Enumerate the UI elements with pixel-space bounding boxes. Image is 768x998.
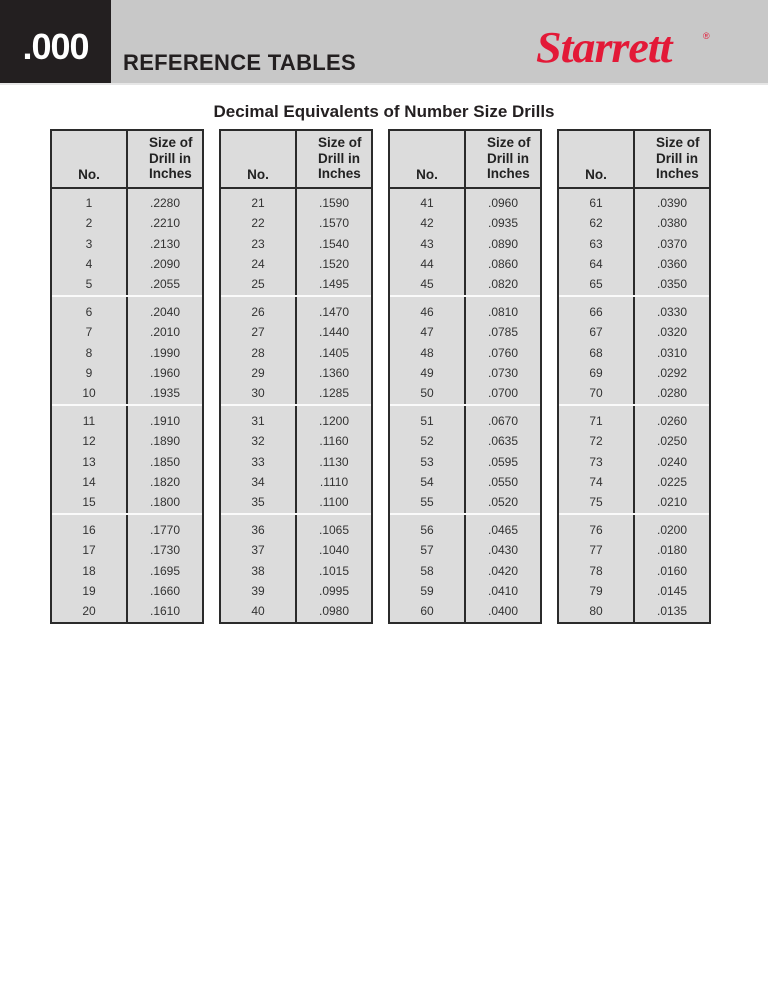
table-row: [221, 452, 371, 472]
drill-number: 27: [251, 325, 265, 340]
group-separator: [221, 295, 371, 297]
table-row: [559, 234, 709, 254]
drill-number: 55: [420, 495, 434, 510]
table-row: [52, 472, 202, 492]
table-row: [221, 431, 371, 451]
table-row: [221, 540, 371, 560]
drill-size: .1440: [318, 325, 350, 340]
group-separator: [221, 404, 371, 406]
drill-size: .1110: [319, 474, 349, 489]
group-separator: [52, 295, 202, 297]
column-header-size-line2: Drill in: [656, 150, 699, 166]
page-header: [0, 0, 768, 83]
drill-number: 75: [589, 495, 603, 510]
drill-size: .1360: [318, 365, 350, 380]
table-row: [559, 274, 709, 294]
table-row: [52, 561, 202, 581]
drill-size: .1990: [149, 345, 181, 360]
drill-size: .0550: [487, 474, 519, 489]
drill-size: .0935: [487, 216, 519, 231]
table-row: [52, 492, 202, 512]
column-header-size: [487, 135, 547, 182]
drill-size: .0730: [487, 365, 519, 380]
drill-size: .0465: [487, 523, 519, 537]
column-header-size-line2: Drill in: [149, 150, 192, 166]
table-row: [390, 561, 540, 581]
drill-number: 1: [85, 196, 93, 210]
group-separator: [390, 513, 540, 515]
drill-number: 12: [82, 434, 96, 449]
column-header-size-line1: Size of: [149, 135, 193, 150]
drill-number: 20: [82, 604, 96, 619]
drill-size: .0820: [487, 277, 519, 292]
drill-size: .0225: [656, 474, 688, 489]
table-row: [52, 274, 202, 294]
table-row: [52, 234, 202, 254]
drill-number: 34: [251, 474, 265, 489]
drill-number: 31: [251, 414, 265, 428]
header-divider-line: [221, 187, 371, 189]
table-row: [52, 193, 202, 213]
group-separator: [390, 404, 540, 406]
column-header-size-line2: Drill in: [318, 150, 361, 166]
table-row: [221, 601, 371, 621]
table-title: Decimal Equivalents of Number Size Drills: [213, 102, 555, 121]
drill-size: .2040: [149, 305, 181, 319]
drill-number: 33: [251, 454, 265, 469]
table-row: [221, 213, 371, 233]
table-row: [221, 254, 371, 274]
drill-size: .0160: [656, 563, 688, 578]
drill-number: 24: [251, 256, 265, 271]
drill-number: 57: [420, 543, 434, 558]
column-header-size-line3: Inches: [487, 166, 530, 181]
drill-size: .0250: [656, 434, 688, 449]
drill-number: 11: [82, 414, 96, 428]
drill-number: 32: [251, 434, 265, 449]
group-separator: [559, 404, 709, 406]
drill-number: 9: [85, 365, 93, 380]
table-row: [221, 581, 371, 601]
drill-size: .1890: [149, 434, 181, 449]
table-row: [221, 193, 371, 213]
drill-size: .1065: [318, 523, 350, 537]
table-row: [390, 213, 540, 233]
table-row: [390, 343, 540, 363]
drill-number: 19: [82, 583, 96, 598]
drill-number: 79: [589, 583, 603, 598]
drill-size: .0370: [656, 236, 688, 251]
drill-size: .1935: [149, 386, 181, 401]
table-row: [390, 581, 540, 601]
drill-size: .1660: [149, 583, 181, 598]
column-header-no: No.: [416, 167, 438, 182]
drill-size: .1910: [149, 414, 181, 428]
drill-number: 4: [85, 256, 93, 271]
drill-size: .1520: [318, 256, 350, 271]
column-header-size: [149, 135, 209, 182]
table-row: [559, 561, 709, 581]
table-row: [390, 274, 540, 294]
column-header-size-line1: Size of: [487, 135, 531, 150]
drill-number: 47: [420, 325, 434, 340]
group-separator: [221, 513, 371, 515]
drill-size: .0810: [487, 305, 519, 319]
drill-table-2: [219, 129, 373, 624]
drill-number: 59: [420, 583, 434, 598]
drill-number: 38: [251, 563, 265, 578]
drill-size: .1015: [318, 563, 350, 578]
table-row: [390, 383, 540, 403]
drill-number: 76: [589, 523, 603, 537]
header-divider-line: [559, 187, 709, 189]
drill-number: 36: [251, 523, 265, 537]
drill-number: 18: [82, 563, 96, 578]
group-separator: [52, 404, 202, 406]
drill-size: .1820: [149, 474, 181, 489]
table-row: [390, 193, 540, 213]
table-row: [390, 234, 540, 254]
table-row: [221, 343, 371, 363]
starrett-logo: Starrett: [536, 23, 672, 72]
drill-number: 21: [251, 196, 265, 210]
table-row: [559, 411, 709, 431]
drill-size: .1540: [318, 236, 350, 251]
column-header-no: No.: [585, 167, 607, 182]
drill-size: .1040: [318, 543, 350, 558]
group-separator: [559, 295, 709, 297]
drill-size: .0320: [656, 325, 688, 340]
group-separator: [52, 513, 202, 515]
section-number-box: [0, 0, 111, 83]
drill-number: 54: [420, 474, 434, 489]
drill-number: 2: [85, 216, 93, 231]
table-row: [559, 581, 709, 601]
drill-number: 17: [82, 543, 96, 558]
drill-size: .0760: [487, 345, 519, 360]
drill-number: 70: [589, 386, 603, 401]
table-row: [559, 452, 709, 472]
table-row: [390, 452, 540, 472]
drill-size: .0635: [487, 434, 519, 449]
drill-size: .0890: [487, 236, 519, 251]
drill-number: 6: [85, 305, 93, 319]
drill-size: .1960: [149, 365, 181, 380]
table-row: [221, 492, 371, 512]
drill-number: 61: [589, 196, 603, 210]
drill-size: .0180: [656, 543, 688, 558]
drill-number: 45: [420, 277, 434, 292]
drill-number: 51: [420, 414, 434, 428]
table-row: [221, 302, 371, 322]
header-divider: [0, 83, 768, 85]
drill-size: .2210: [149, 216, 181, 231]
drill-number: 52: [420, 434, 434, 449]
table-row: [221, 520, 371, 540]
table-row: [559, 254, 709, 274]
drill-size: .0400: [487, 604, 519, 619]
drill-table-3: [388, 129, 542, 624]
table-row: [52, 601, 202, 621]
drill-number: 77: [589, 543, 603, 558]
table-row: [221, 383, 371, 403]
drill-table-4: [557, 129, 711, 624]
drill-size: .2130: [149, 236, 181, 251]
table-row: [559, 431, 709, 451]
drill-size: .0310: [656, 345, 688, 360]
table-row: [52, 213, 202, 233]
table-row: [559, 492, 709, 512]
drill-number: 7: [85, 325, 93, 340]
drill-size: .1695: [149, 563, 181, 578]
drill-size: .1405: [318, 345, 350, 360]
table-row: [559, 213, 709, 233]
table-row: [52, 520, 202, 540]
table-row: [390, 411, 540, 431]
drill-size: .1160: [319, 434, 349, 449]
drill-size: .0360: [656, 256, 688, 271]
table-row: [559, 343, 709, 363]
drill-number: 41: [420, 196, 434, 210]
drill-size: .1570: [318, 216, 350, 231]
drill-number: 69: [589, 365, 603, 380]
header-divider-line: [52, 187, 202, 189]
table-row: [52, 322, 202, 342]
table-row: [390, 322, 540, 342]
table-row: [52, 540, 202, 560]
drill-size: .0670: [487, 414, 519, 428]
drill-size: .2055: [149, 277, 181, 292]
column-header-no: No.: [78, 167, 100, 182]
group-separator: [390, 295, 540, 297]
drill-size: .0350: [656, 277, 688, 292]
drill-number: 66: [589, 305, 603, 319]
drill-size: .0200: [656, 523, 688, 537]
drill-number: 3: [85, 236, 93, 251]
drill-number: 35: [251, 495, 265, 510]
drill-number: 39: [251, 583, 265, 598]
table-row: [390, 492, 540, 512]
drill-size: .1100: [319, 495, 349, 510]
table-row: [52, 383, 202, 403]
drill-number: 5: [85, 277, 93, 292]
drill-number: 49: [420, 365, 434, 380]
drill-size: .0292: [656, 365, 688, 380]
column-header-size: [318, 135, 378, 182]
drill-size: .0410: [487, 583, 519, 598]
drill-size: .1610: [149, 604, 181, 619]
drill-number: 25: [251, 277, 265, 292]
table-row: [559, 540, 709, 560]
drill-number: 26: [251, 305, 265, 319]
drill-size: .0520: [487, 495, 519, 510]
column-header-size-line3: Inches: [656, 166, 699, 181]
drill-size: .0260: [656, 414, 688, 428]
table-row: [559, 520, 709, 540]
drill-size: .0995: [318, 583, 350, 598]
table-row: [390, 431, 540, 451]
drill-number: 14: [82, 474, 96, 489]
drill-size: .0390: [656, 196, 688, 210]
drill-number: 62: [589, 216, 603, 231]
drill-size: .0380: [656, 216, 688, 231]
section-title: REFERENCE TABLES: [123, 50, 356, 75]
table-row: [390, 520, 540, 540]
table-row: [559, 193, 709, 213]
drill-size: .0145: [656, 583, 688, 598]
drill-number: 10: [82, 386, 96, 401]
column-header-size-line3: Inches: [149, 166, 192, 181]
table-row: [559, 383, 709, 403]
drill-size: .1800: [149, 495, 181, 510]
drill-number: 80: [589, 604, 603, 619]
drill-number: 58: [420, 563, 434, 578]
drill-size: .0595: [487, 454, 519, 469]
drill-size: .0240: [656, 454, 688, 469]
drill-size: .0960: [487, 196, 519, 210]
drill-number: 68: [589, 345, 603, 360]
column-header-size-line1: Size of: [656, 135, 700, 150]
drill-number: 50: [420, 386, 434, 401]
drill-size: .1130: [319, 454, 349, 469]
table-row: [221, 561, 371, 581]
drill-number: 42: [420, 216, 434, 231]
table-row: [390, 363, 540, 383]
drill-number: 46: [420, 305, 434, 319]
drill-number: 23: [251, 236, 265, 251]
drill-size: .1590: [318, 196, 350, 210]
drill-size: .0135: [656, 604, 688, 619]
drill-size: .0430: [487, 543, 519, 558]
group-separator: [559, 513, 709, 515]
drill-size: .0700: [487, 386, 519, 401]
drill-size: .0420: [487, 563, 519, 578]
drill-number: 30: [251, 386, 265, 401]
drill-size: .0860: [487, 256, 519, 271]
drill-number: 48: [420, 345, 434, 360]
drill-number: 29: [251, 365, 265, 380]
table-row: [390, 302, 540, 322]
drill-size: .1850: [149, 454, 181, 469]
table-row: [52, 431, 202, 451]
drill-number: 64: [589, 256, 603, 271]
table-row: [559, 472, 709, 492]
table-row: [559, 322, 709, 342]
drill-number: 74: [589, 474, 603, 489]
table-row: [390, 472, 540, 492]
column-header-no: No.: [247, 167, 269, 182]
drill-size: .1200: [318, 414, 350, 428]
table-row: [52, 452, 202, 472]
drill-size: .0980: [318, 604, 350, 619]
drill-size: .1285: [318, 386, 350, 401]
drill-number: 37: [251, 543, 265, 558]
drill-number: 8: [85, 345, 93, 360]
header-divider-line: [390, 187, 540, 189]
table-row: [221, 363, 371, 383]
drill-size: .2090: [149, 256, 181, 271]
drill-number: 65: [589, 277, 603, 292]
table-row: [221, 274, 371, 294]
drill-size: .0785: [487, 325, 519, 340]
drill-size: .0210: [656, 495, 688, 510]
column-header-size-line2: Drill in: [487, 150, 530, 166]
table-row: [52, 581, 202, 601]
table-row: [390, 254, 540, 274]
drill-number: 15: [82, 495, 96, 510]
drill-number: 13: [82, 454, 96, 469]
drill-size: .2010: [149, 325, 181, 340]
drill-number: 71: [589, 414, 603, 428]
section-number: .000: [22, 26, 89, 67]
drill-number: 63: [589, 236, 603, 251]
table-row: [221, 322, 371, 342]
drill-number: 60: [420, 604, 434, 619]
drill-number: 44: [420, 256, 434, 271]
drill-size: .1770: [149, 523, 181, 537]
drill-number: 43: [420, 236, 434, 251]
drill-size: .0280: [656, 386, 688, 401]
table-row: [52, 254, 202, 274]
drill-size: .1730: [149, 543, 181, 558]
table-row: [559, 363, 709, 383]
table-row: [559, 302, 709, 322]
drill-size: .0330: [656, 305, 688, 319]
table-row: [390, 601, 540, 621]
registered-mark: ®: [703, 31, 710, 41]
table-row: [390, 540, 540, 560]
column-header-size-line3: Inches: [318, 166, 361, 181]
table-row: [221, 411, 371, 431]
drill-size: .1470: [318, 305, 350, 319]
drill-number: 40: [251, 604, 265, 619]
drill-number: 16: [82, 523, 96, 537]
drill-table-1: [50, 129, 204, 624]
drill-number: 53: [420, 454, 434, 469]
table-row: [221, 472, 371, 492]
column-header-size: [656, 135, 716, 182]
drill-size: .2280: [149, 196, 181, 210]
table-row: [52, 343, 202, 363]
drill-number: 73: [589, 454, 603, 469]
drill-number: 78: [589, 563, 603, 578]
table-row: [221, 234, 371, 254]
drill-number: 67: [589, 325, 603, 340]
drill-number: 22: [251, 216, 265, 231]
drill-size: .1495: [318, 277, 350, 292]
table-row: [52, 363, 202, 383]
drill-number: 56: [420, 523, 434, 537]
column-header-size-line1: Size of: [318, 135, 362, 150]
table-row: [559, 601, 709, 621]
drill-number: 28: [251, 345, 265, 360]
drill-number: 72: [589, 434, 603, 449]
table-row: [52, 411, 202, 431]
table-row: [52, 302, 202, 322]
